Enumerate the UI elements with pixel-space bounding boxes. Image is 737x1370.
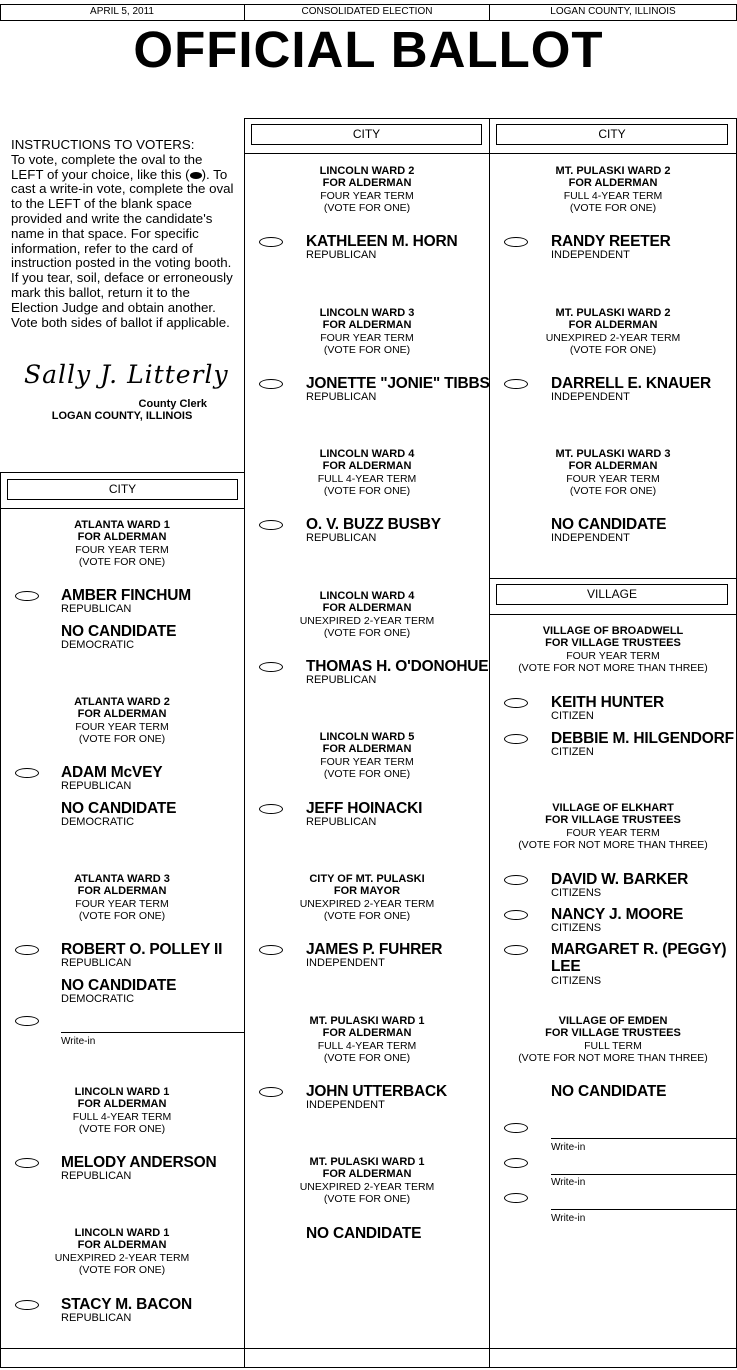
vote-oval[interactable] (15, 1300, 39, 1310)
candidate-party: REPUBLICAN (61, 780, 132, 792)
race-name: LINCOLN WARD 4 (319, 590, 415, 602)
vote-oval[interactable] (15, 591, 39, 601)
vote-oval[interactable] (504, 698, 528, 708)
section-city-col3: CITY (496, 124, 728, 145)
race-vote-for: (VOTE FOR ONE) (323, 201, 411, 214)
candidate-name: THOMAS H. O'DONOHUE (306, 658, 489, 675)
race-office: FOR VILLAGE TRUSTEES (545, 637, 681, 650)
candidate-party: CITIZENS (551, 922, 602, 934)
race-office: FOR ALDERMAN (77, 1098, 167, 1111)
instructions-text-1: To vote, complete the oval to the LEFT of your choice, like this ( (11, 151, 203, 182)
election-name: CONSOLIDATED ELECTION (301, 6, 433, 17)
race-name: CITY OF MT. PULASKI (309, 873, 425, 885)
race-lincoln-ward-3 (245, 307, 489, 356)
race-name: LINCOLN WARD 4 (319, 448, 415, 460)
vote-oval[interactable] (504, 945, 528, 955)
race-village-elkhart (490, 802, 736, 851)
race-office: FOR ALDERMAN (322, 177, 412, 190)
race-name: MT. PULASKI WARD 1 (309, 1015, 425, 1027)
race-office: FOR ALDERMAN (568, 460, 658, 473)
candidate-party: CITIZEN (551, 746, 594, 758)
race-name: LINCOLN WARD 5 (319, 731, 415, 743)
race-vote-for: (VOTE FOR ONE) (323, 484, 411, 497)
candidate-name: JONETTE "JONIE" TIBBS (306, 375, 490, 392)
race-vote-for: (VOTE FOR ONE) (569, 201, 657, 214)
section-city-col2: CITY (251, 124, 482, 145)
race-office: FOR ALDERMAN (322, 1168, 412, 1181)
candidate-name: NO CANDIDATE (306, 1225, 422, 1242)
race-vote-for: (VOTE FOR ONE) (569, 484, 657, 497)
candidate-party: REPUBLICAN (306, 391, 377, 403)
candidate-party: INDEPENDENT (551, 391, 630, 403)
col3-section-rule (490, 153, 736, 154)
race-lincoln-ward-5 (245, 731, 489, 780)
candidate-party: REPUBLICAN (306, 674, 377, 686)
race-mt-pulaski-ward-1-unexpired (245, 1156, 489, 1205)
candidate-name: NO CANDIDATE (551, 516, 667, 533)
race-vote-for: (VOTE FOR ONE) (78, 909, 166, 922)
vote-oval[interactable] (504, 237, 528, 247)
vote-oval[interactable] (259, 379, 283, 389)
race-office: FOR ALDERMAN (568, 319, 658, 332)
candidate-party: INDEPENDENT (306, 957, 385, 969)
race-name: LINCOLN WARD 1 (74, 1086, 170, 1098)
candidate-party: DEMOCRATIC (61, 639, 135, 651)
candidate-name: DEBBIE M. HILGENDORF (551, 730, 734, 747)
race-vote-for: (VOTE FOR ONE) (78, 1122, 166, 1135)
race-vote-for: (VOTE FOR ONE) (323, 767, 411, 780)
race-name: ATLANTA WARD 1 (74, 519, 170, 531)
race-vote-for: (VOTE FOR NOT MORE THAN THREE) (518, 661, 708, 674)
race-name: LINCOLN WARD 1 (74, 1227, 170, 1239)
vote-oval[interactable] (504, 379, 528, 389)
race-term: FOUR YEAR TERM (566, 649, 660, 662)
instructions (11, 138, 237, 330)
race-lincoln-ward-1-full (0, 1086, 244, 1135)
candidate-name: NANCY J. MOORE (551, 906, 684, 923)
candidate-party: CITIZENS (551, 975, 602, 987)
frame-col-divider-2 (489, 118, 490, 1368)
race-name: VILLAGE OF EMDEN (558, 1015, 668, 1027)
candidate-party: CITIZENS (551, 887, 602, 899)
race-term: UNEXPIRED 2-YEAR TERM (299, 614, 435, 627)
vote-oval[interactable] (259, 237, 283, 247)
col3-village-rule (490, 614, 736, 615)
section-village: VILLAGE (496, 584, 728, 605)
candidate-name: JOHN UTTERBACK (306, 1083, 448, 1100)
race-term: FULL 4-YEAR TERM (563, 189, 663, 202)
race-office: FOR MAYOR (333, 885, 401, 898)
race-mt-pulaski-ward-2-full (490, 165, 736, 214)
race-mt-pulaski-ward-3 (490, 448, 736, 497)
candidate-name: MARGARET R. (PEGGY) (551, 941, 727, 958)
race-term: FOUR YEAR TERM (75, 543, 169, 556)
candidate-name: STACY M. BACON (61, 1296, 192, 1313)
race-vote-for: (VOTE FOR ONE) (569, 343, 657, 356)
col2-section-rule (245, 153, 489, 154)
race-office: FOR ALDERMAN (568, 177, 658, 190)
vote-oval[interactable] (15, 1158, 39, 1168)
write-in-line[interactable] (551, 1209, 736, 1210)
candidate-name: KATHLEEN M. HORN (306, 233, 458, 250)
county-name: LOGAN COUNTY, ILLINOIS (550, 6, 676, 17)
race-term: FULL 4-YEAR TERM (317, 1039, 417, 1052)
race-term: FOUR YEAR TERM (320, 755, 414, 768)
candidate-name: MELODY ANDERSON (61, 1154, 217, 1171)
race-atlanta-ward-2 (0, 696, 244, 745)
write-in-oval[interactable] (504, 1158, 528, 1168)
race-vote-for: (VOTE FOR ONE) (323, 909, 411, 922)
race-term: UNEXPIRED 2-YEAR TERM (545, 331, 681, 344)
filled-oval-icon (190, 172, 202, 179)
race-term: UNEXPIRED 2-YEAR TERM (54, 1251, 190, 1264)
race-vote-for: (VOTE FOR NOT MORE THAN THREE) (518, 838, 708, 851)
write-in-label: Write-in (551, 1213, 586, 1224)
vote-oval[interactable] (259, 804, 283, 814)
candidate-name: RANDY REETER (551, 233, 671, 250)
candidate-party: REPUBLICAN (61, 1170, 132, 1182)
frame-bottom-rule (0, 1348, 737, 1349)
vote-oval[interactable] (15, 945, 39, 955)
candidate-party: DEMOCRATIC (61, 993, 135, 1005)
candidate-party: REPUBLICAN (61, 603, 132, 615)
race-office: FOR VILLAGE TRUSTEES (545, 1027, 681, 1040)
write-in-label: Write-in (61, 1036, 96, 1047)
race-term: FOUR YEAR TERM (320, 189, 414, 202)
race-name: VILLAGE OF BROADWELL (542, 625, 684, 637)
vote-oval[interactable] (259, 662, 283, 672)
race-lincoln-ward-2 (245, 165, 489, 214)
vote-oval[interactable] (504, 910, 528, 920)
candidate-name: O. V. BUZZ BUSBY (306, 516, 441, 533)
candidate-party: REPUBLICAN (61, 957, 132, 969)
vote-oval[interactable] (259, 520, 283, 530)
candidate-party: INDEPENDENT (551, 532, 630, 544)
race-office: FOR ALDERMAN (77, 885, 167, 898)
race-office: FOR ALDERMAN (322, 602, 412, 615)
race-lincoln-ward-4-full (245, 448, 489, 497)
race-term: UNEXPIRED 2-YEAR TERM (299, 897, 435, 910)
instructions-heading: INSTRUCTIONS TO VOTERS: (11, 137, 195, 152)
vote-oval[interactable] (259, 1087, 283, 1097)
race-term: FULL 4-YEAR TERM (317, 472, 417, 485)
race-lincoln-ward-4-unexpired (245, 590, 489, 639)
candidate-name: AMBER FINCHUM (61, 587, 191, 604)
race-name: ATLANTA WARD 3 (74, 873, 170, 885)
vote-oval[interactable] (259, 945, 283, 955)
candidate-party: DEMOCRATIC (61, 816, 135, 828)
write-in-oval[interactable] (504, 1193, 528, 1203)
race-atlanta-ward-1 (0, 519, 244, 568)
race-vote-for: (VOTE FOR NOT MORE THAN THREE) (518, 1051, 708, 1064)
section-city-col1: CITY (7, 479, 238, 500)
write-in-line[interactable] (61, 1032, 244, 1033)
clerk-signature (20, 356, 230, 398)
race-name: MT. PULASKI WARD 2 (555, 307, 671, 319)
race-term: UNEXPIRED 2-YEAR TERM (299, 1180, 435, 1193)
candidate-name: NO CANDIDATE (551, 1083, 667, 1100)
ballot-title: OFFICIAL BALLOT (133, 21, 604, 78)
frame-bottom (0, 1367, 737, 1368)
candidate-name: KEITH HUNTER (551, 694, 664, 711)
race-office: FOR ALDERMAN (77, 1239, 167, 1252)
race-vote-for: (VOTE FOR ONE) (323, 1192, 411, 1205)
race-term: FULL TERM (584, 1039, 642, 1052)
race-village-broadwell (490, 625, 736, 674)
race-vote-for: (VOTE FOR ONE) (323, 1051, 411, 1064)
candidate-name: NO CANDIDATE (61, 977, 177, 994)
race-term: FOUR YEAR TERM (566, 472, 660, 485)
race-name: MT. PULASKI WARD 1 (309, 1156, 425, 1168)
race-name: LINCOLN WARD 3 (319, 307, 415, 319)
race-name: VILLAGE OF ELKHART (552, 802, 674, 814)
race-name: LINCOLN WARD 2 (319, 165, 415, 177)
race-office: FOR ALDERMAN (77, 531, 167, 544)
candidate-name: DAVID W. BARKER (551, 871, 689, 888)
candidate-name: ROBERT O. POLLEY II (61, 941, 223, 958)
race-term: FOUR YEAR TERM (75, 720, 169, 733)
race-name: MT. PULASKI WARD 2 (555, 165, 671, 177)
vote-oval[interactable] (15, 768, 39, 778)
candidate-party: REPUBLICAN (306, 816, 377, 828)
vote-oval[interactable] (504, 875, 528, 885)
frame-col1-top (0, 472, 245, 473)
frame-columns-top (244, 118, 737, 119)
col1-section-rule (0, 508, 245, 509)
race-vote-for: (VOTE FOR ONE) (78, 1263, 166, 1276)
candidate-party: CITIZEN (551, 710, 594, 722)
race-mt-pulaski-ward-2-unexpired (490, 307, 736, 356)
race-term: FOUR YEAR TERM (566, 826, 660, 839)
election-date: APRIL 5, 2011 (90, 6, 154, 17)
race-office: FOR ALDERMAN (322, 743, 412, 756)
race-term: FOUR YEAR TERM (320, 331, 414, 344)
candidate-party: REPUBLICAN (306, 249, 377, 261)
instructions-text-2: ). To cast a write-in vote, complete the oval to the LEFT of the blank space provided and write the candidate's name in that space. For specific information, refer to the card of instruction posted in the voting booth. If you tear, soil, deface or erroneously mark this ballot, return it to the Election Judge and obtain another. Vote both sides of ballot if applicable. (11, 166, 234, 330)
race-term: FOUR YEAR TERM (75, 897, 169, 910)
race-vote-for: (VOTE FOR ONE) (78, 732, 166, 745)
race-office: FOR ALDERMAN (322, 1027, 412, 1040)
write-in-line[interactable] (551, 1138, 736, 1139)
race-office: FOR ALDERMAN (77, 708, 167, 721)
signature-text: Sally J. Litterly (24, 360, 229, 389)
candidate-name: ADAM McVEY (61, 764, 163, 781)
write-in-oval[interactable] (15, 1016, 39, 1026)
race-atlanta-ward-3 (0, 873, 244, 922)
vote-oval[interactable] (504, 734, 528, 744)
race-name: MT. PULASKI WARD 3 (555, 448, 671, 460)
candidate-party: INDEPENDENT (551, 249, 630, 261)
clerk-county: LOGAN COUNTY, ILLINOIS (51, 410, 193, 422)
candidate-name: DARRELL E. KNAUER (551, 375, 711, 392)
race-office: FOR ALDERMAN (322, 319, 412, 332)
candidate-party: REPUBLICAN (61, 1312, 132, 1324)
race-name: ATLANTA WARD 2 (74, 696, 170, 708)
race-office: FOR ALDERMAN (322, 460, 412, 473)
race-mt-pulaski-ward-1-full (245, 1015, 489, 1064)
race-village-emden (490, 1015, 736, 1064)
race-vote-for: (VOTE FOR ONE) (323, 626, 411, 639)
candidate-party: INDEPENDENT (306, 1099, 385, 1111)
race-vote-for: (VOTE FOR ONE) (323, 343, 411, 356)
write-in-label: Write-in (551, 1177, 586, 1188)
candidate-name: NO CANDIDATE (61, 800, 177, 817)
candidate-name-cont: LEE (551, 958, 581, 975)
candidate-name: NO CANDIDATE (61, 623, 177, 640)
clerk-title: County Clerk (138, 398, 207, 410)
race-mt-pulaski-mayor (245, 873, 489, 922)
write-in-label: Write-in (551, 1142, 586, 1153)
race-lincoln-ward-1-unexpired (0, 1227, 244, 1276)
race-vote-for: (VOTE FOR ONE) (78, 555, 166, 568)
candidate-name: JAMES P. FUHRER (306, 941, 443, 958)
race-term: FULL 4-YEAR TERM (72, 1110, 172, 1123)
write-in-line[interactable] (551, 1174, 736, 1175)
candidate-name: JEFF HOINACKI (306, 800, 423, 817)
candidate-party: REPUBLICAN (306, 532, 377, 544)
race-office: FOR VILLAGE TRUSTEES (545, 814, 681, 827)
write-in-oval[interactable] (504, 1123, 528, 1133)
col3-village-top (490, 578, 736, 579)
